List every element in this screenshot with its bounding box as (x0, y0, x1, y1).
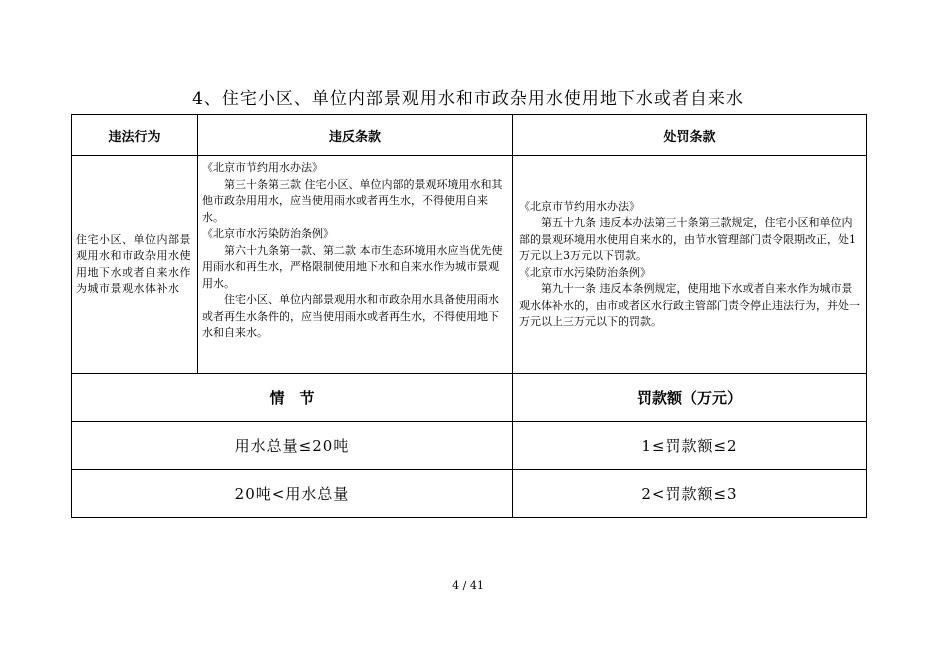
circumstance-cell: 20吨<用水总量 (72, 470, 513, 518)
fine-header-row (72, 374, 867, 422)
page-title: 4、住宅小区、单位内部景观用水和市政杂用水使用地下水或者自来水 (192, 89, 744, 109)
provision-paragraph: 住宅小区、单位内部景观用水和市政杂用水具备使用雨水或者再生水条件的，应当使用雨水或者再生水，不得使用地下水和自来水。 (202, 293, 499, 339)
penalty-paragraph: 第五十九条 违反本办法第三十条第三款规定，住宅小区和单位内部的景观环境用水使用自来水的，由节水管理部门责令限期改正，处1万元以上3万元以下罚款。 (519, 216, 856, 262)
header-violated-provisions: 违反条款 (198, 115, 513, 156)
circumstance-cell: 用水总量≤20吨 (72, 422, 513, 470)
table-row (72, 422, 867, 470)
provision-paragraph: 第三十条第三款 住宅小区、单位内部的景观环境用水和其他市政杂用用水，应当使用雨水或者再生水，不得使用自来水。 (202, 177, 503, 224)
provision-paragraph: 《北京市水污染防治条例》 (202, 227, 334, 240)
violation-cell: 住宅小区、单位内部景观用水和市政杂用水使用地下水或者自来水作为城市景观水体补水 (72, 156, 198, 374)
regulation-table (71, 114, 867, 518)
fine-amount-cell: 2<罚款额≤3 (513, 470, 867, 518)
penalty-paragraph: 《北京市节约用水办法》 (519, 199, 640, 213)
table-row (72, 470, 867, 518)
circumstance-header: 情 节 (72, 374, 513, 422)
provision-paragraph: 《北京市节约用水办法》 (202, 161, 323, 174)
table-header-row (72, 115, 867, 156)
header-violation: 违法行为 (72, 115, 198, 156)
penalty-provisions-cell (513, 156, 867, 374)
violated-provisions-cell (198, 156, 513, 374)
penalty-paragraph: 第九十一条 违反本条例规定，使用地下水或者自来水作为城市景观水体补水的，由市或者区水行政主管部门责令停止违法行为，并处一万元以上三万元以下的罚款。 (519, 282, 860, 328)
header-penalty-provisions: 处罚条款 (513, 115, 867, 156)
penalty-paragraph: 《北京市水污染防治条例》 (519, 265, 651, 279)
fine-amount-header: 罚款额（万元） (513, 374, 867, 422)
table-row (72, 156, 867, 374)
fine-amount-cell: 1≤罚款额≤2 (513, 422, 867, 470)
provision-paragraph: 第六十九条第一款、第二款 本市生态环境用水应当优先使用雨水和再生水，严格限制使用地下水和自来水作为城市景观用水。 (202, 243, 503, 290)
page-indicator: 4 / 41 (452, 579, 484, 592)
